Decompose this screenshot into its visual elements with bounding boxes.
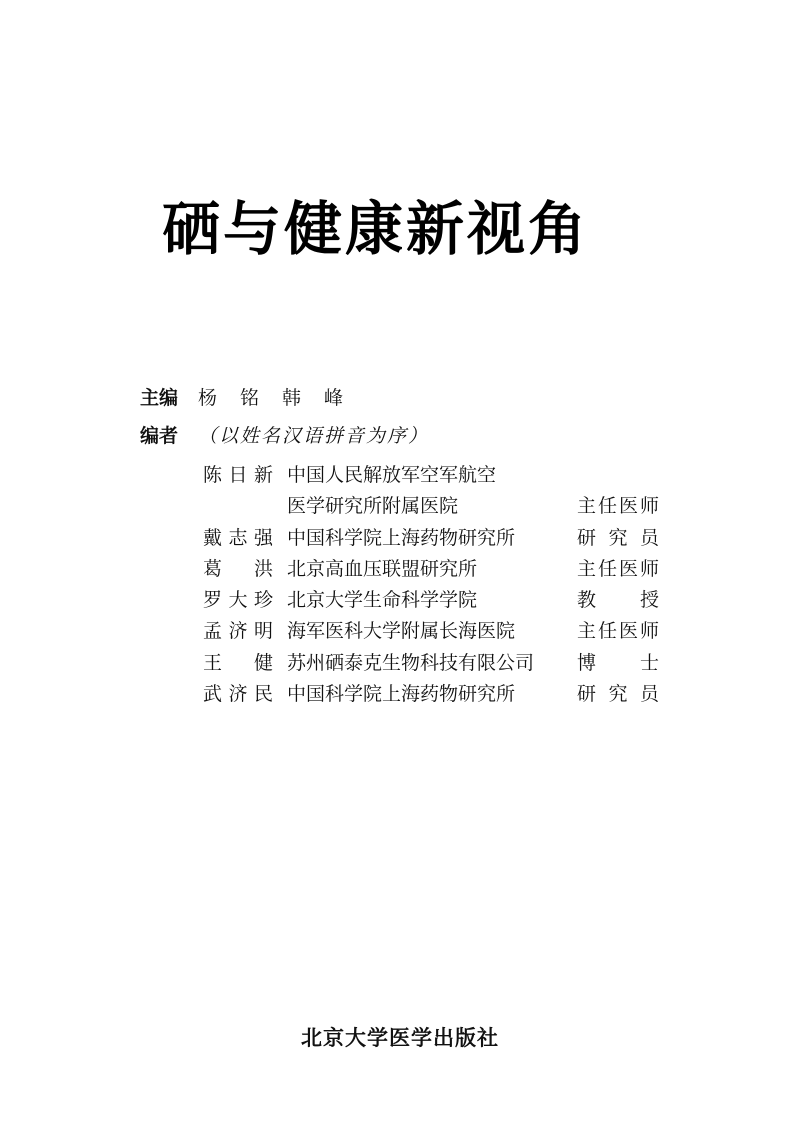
- editor-institution: 医学研究所附属医院: [287, 495, 459, 518]
- editor-institution: 北京大学生命科学学院: [287, 589, 478, 612]
- editor-institution: 海军医科大学附属长海医院: [287, 620, 516, 643]
- editor-name: 葛洪: [203, 557, 273, 580]
- editors-order-note: （以姓名汉语拼音为序）: [198, 425, 430, 447]
- editor-name: 戴志强: [203, 526, 273, 549]
- editor-title: 博士: [577, 651, 659, 674]
- publisher-name: 北京大学医学出版社: [301, 1026, 499, 1050]
- editor-row: [203, 648, 673, 679]
- editor-name: 王健: [203, 651, 273, 674]
- editor-institution: 中国科学院上海药物研究所: [287, 526, 516, 549]
- chief-editor-label: 主编: [140, 387, 179, 409]
- editor-row: [203, 460, 673, 491]
- chief-editor-line: [140, 386, 345, 410]
- editor-institution: 中国人民解放军空军航空: [287, 464, 497, 486]
- editor-name: 孟济明: [203, 620, 273, 643]
- book-title: 硒与健康新视角: [162, 195, 590, 263]
- editor-row: [203, 491, 673, 522]
- editor-name: 陈日新: [203, 464, 273, 486]
- editor-row: [203, 585, 673, 616]
- editor-institution: 北京高血压联盟研究所: [287, 557, 478, 580]
- editor-name: 罗大珍: [203, 589, 273, 612]
- editor-row: [203, 616, 673, 647]
- editor-title: 教授: [577, 589, 659, 612]
- editor-title: 主任医师: [577, 557, 659, 580]
- editor-row: [203, 679, 673, 710]
- editor-title: 主任医师: [577, 495, 659, 518]
- editor-title: 研究员: [577, 683, 659, 706]
- editor-row: [203, 523, 673, 554]
- editor-row: [203, 554, 673, 585]
- editor-institution: 苏州硒泰克生物科技有限公司: [287, 651, 535, 674]
- chief-editor-names: 杨 铭 韩 峰: [198, 387, 346, 409]
- editor-name: 武济民: [203, 683, 273, 706]
- editor-title: 主任医师: [577, 620, 659, 643]
- editors-label: 编者: [140, 425, 179, 447]
- editor-title: 研究员: [577, 526, 659, 549]
- editor-institution: 中国科学院上海药物研究所: [287, 683, 516, 706]
- editors-line: [140, 424, 429, 448]
- editor-list: [203, 460, 673, 710]
